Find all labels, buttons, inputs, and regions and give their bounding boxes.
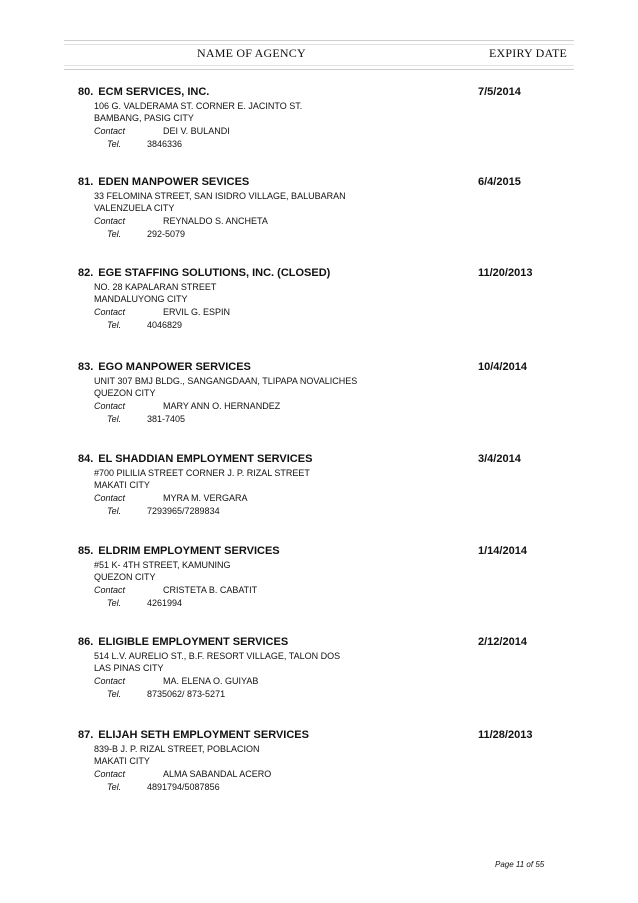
agency-address-line: VALENZUELA CITY	[94, 203, 175, 213]
agency-address-line: MAKATI CITY	[94, 756, 150, 766]
agency-address-line: LAS PINAS CITY	[94, 663, 164, 673]
agency-number: 85.	[78, 545, 94, 557]
agency-address-line: #51 K- 4TH STREET, KAMUNING	[94, 560, 231, 570]
table-header	[64, 40, 574, 70]
tel-number: 8735062/ 873-5271	[147, 689, 226, 699]
tel-label: Tel.	[107, 414, 122, 424]
agency-address-line: NO. 28 KAPALARAN STREET	[94, 282, 217, 292]
agency-title	[78, 361, 251, 373]
agency-expiry: 11/20/2013	[478, 267, 533, 279]
agency-number: 84.	[78, 453, 94, 465]
agency-expiry: 2/12/2014	[478, 636, 527, 648]
tel-label: Tel.	[107, 782, 122, 792]
tel-label: Tel.	[107, 320, 122, 330]
tel-number: 292-5079	[147, 229, 186, 239]
agency-expiry: 10/4/2014	[478, 361, 527, 373]
contact-label: Contact	[94, 585, 126, 595]
agency-name: EDEN MANPOWER SEVICES	[98, 176, 250, 188]
tel-number: 4891794/5087856	[147, 782, 220, 792]
tel-label: Tel.	[107, 689, 122, 699]
agency-title	[78, 545, 280, 557]
contact-label: Contact	[94, 493, 126, 503]
contact-name: ALMA SABANDAL ACERO	[163, 769, 272, 779]
agency-expiry: 3/4/2014	[478, 453, 521, 465]
agency-address-line: QUEZON CITY	[94, 572, 156, 582]
agency-address-line: UNIT 307 BMJ BLDG., SANGANGDAAN, TLIPAPA NOVALICHES	[94, 376, 358, 386]
agency-address-line: #700 PILILIA STREET CORNER J. P. RIZAL STREET	[94, 468, 310, 478]
contact-label: Contact	[94, 676, 126, 686]
tel-number: 7293965/7289834	[147, 506, 220, 516]
agency-expiry: 6/4/2015	[478, 176, 521, 188]
contact-name: MA. ELENA O. GUIYAB	[163, 676, 259, 686]
agency-address-line: QUEZON CITY	[94, 388, 156, 398]
agency-address-line: MANDALUYONG CITY	[94, 294, 188, 304]
tel-number: 381-7405	[147, 414, 186, 424]
agency-expiry: 1/14/2014	[478, 545, 527, 557]
agency-name: ELIGIBLE EMPLOYMENT SERVICES	[98, 636, 289, 648]
tel-number: 3846336	[147, 139, 183, 149]
contact-name: DEI V. BULANDI	[163, 126, 230, 136]
agency-address-line: MAKATI CITY	[94, 480, 150, 490]
contact-name: CRISTETA B. CABATIT	[163, 585, 258, 595]
agency-expiry: 11/28/2013	[478, 729, 533, 741]
agency-number: 82.	[78, 267, 94, 279]
agency-number: 83.	[78, 361, 94, 373]
agency-number: 86.	[78, 636, 94, 648]
tel-number: 4046829	[147, 320, 183, 330]
contact-name: MYRA M. VERGARA	[163, 493, 248, 503]
agency-number: 80.	[78, 86, 94, 98]
agency-title	[78, 636, 288, 648]
agency-name: ELDRIM EMPLOYMENT SERVICES	[98, 545, 280, 557]
page-number: Page 11 of 55	[495, 860, 545, 869]
agency-name: ELIJAH SETH EMPLOYMENT SERVICES	[98, 729, 309, 741]
agency-expiry: 7/5/2014	[478, 86, 521, 98]
agency-name: EGE STAFFING SOLUTIONS, INC. (CLOSED)	[98, 267, 331, 279]
contact-label: Contact	[94, 769, 126, 779]
agency-number: 87.	[78, 729, 94, 741]
tel-label: Tel.	[107, 598, 122, 608]
tel-label: Tel.	[107, 506, 122, 516]
agency-title	[78, 729, 309, 741]
agency-name: EGO MANPOWER SERVICES	[98, 361, 251, 373]
contact-name: ERVIL G. ESPIN	[163, 307, 231, 317]
agency-name: ECM SERVICES, INC.	[98, 86, 210, 98]
agency-address-line: 514 L.V. AURELIO ST., B.F. RESORT VILLAGE, TALON DOS	[94, 651, 341, 661]
agency-title	[78, 86, 209, 98]
header-name-of-agency: NAME OF AGENCY	[197, 46, 306, 60]
contact-label: Contact	[94, 126, 126, 136]
agency-title	[78, 267, 330, 279]
agency-title	[78, 176, 249, 188]
tel-label: Tel.	[107, 229, 122, 239]
contact-label: Contact	[94, 307, 126, 317]
contact-label: Contact	[94, 216, 126, 226]
agency-address-line: 106 G. VALDERAMA ST. CORNER E. JACINTO ST.	[94, 101, 303, 111]
agency-name: EL SHADDIAN EMPLOYMENT SERVICES	[98, 453, 313, 465]
agency-address-line: 839-B J. P. RIZAL STREET, POBLACION	[94, 744, 260, 754]
tel-number: 4261994	[147, 598, 183, 608]
header-expiry-date: EXPIRY DATE	[489, 46, 568, 60]
agency-title	[78, 453, 312, 465]
contact-name: REYNALDO S. ANCHETA	[163, 216, 268, 226]
agency-address-line: BAMBANG, PASIG CITY	[94, 113, 194, 123]
contact-name: MARY ANN O. HERNANDEZ	[163, 401, 281, 411]
agency-number: 81.	[78, 176, 94, 188]
agency-address-line: 33 FELOMINA STREET, SAN ISIDRO VILLAGE, BALUBARAN	[94, 191, 346, 201]
tel-label: Tel.	[107, 139, 122, 149]
contact-label: Contact	[94, 401, 126, 411]
